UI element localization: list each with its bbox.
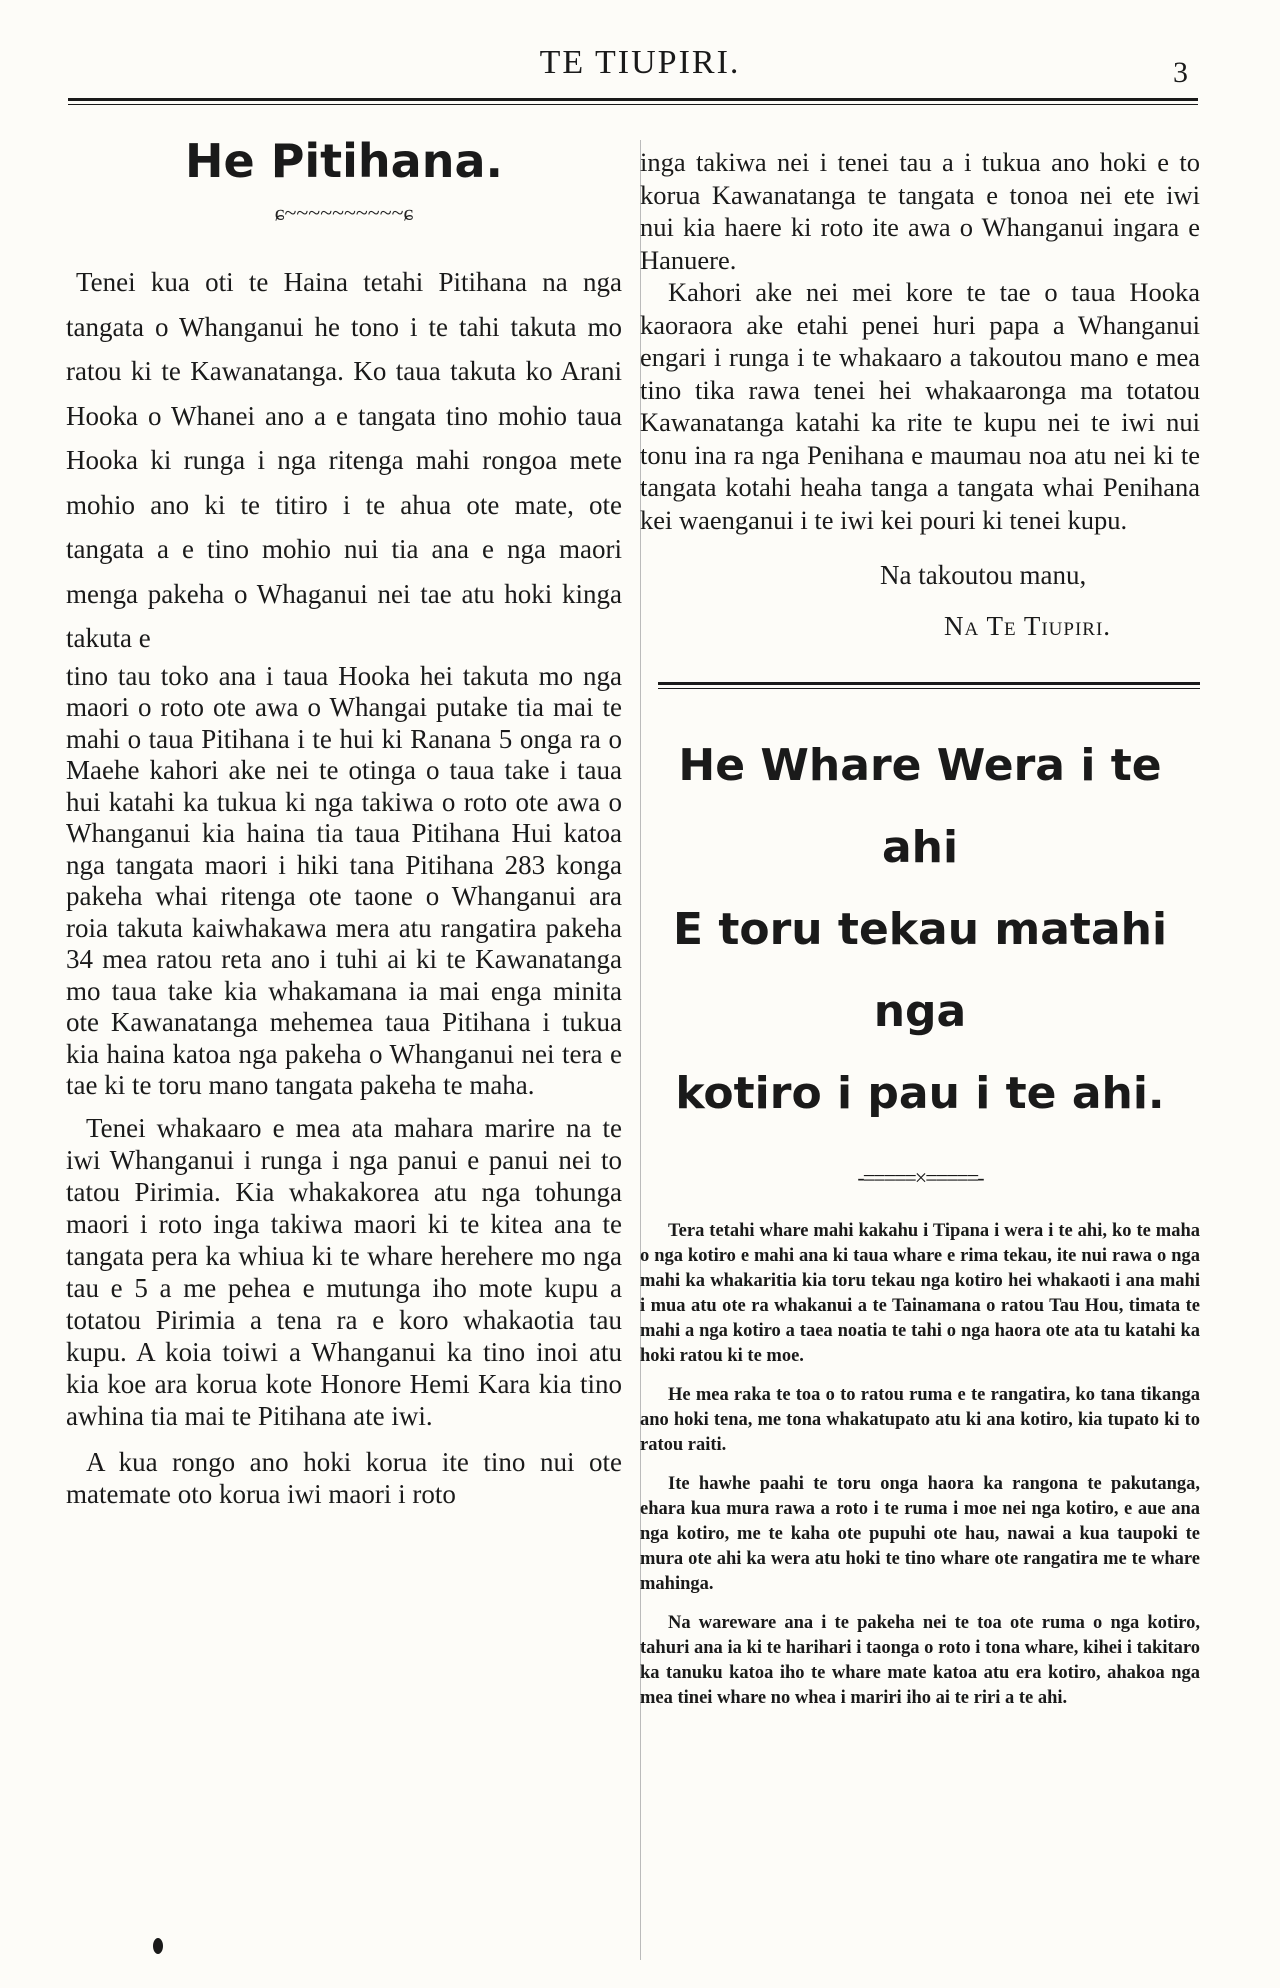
page-header (0, 44, 1280, 89)
right-column (640, 146, 1200, 1725)
article-paragraph: Kahori ake nei mei kore te tae o taua Hooka kaoraora ake etahi penei huri papa a Whanganui engari i runga i te whakaaro a takoutou mano e mea tino tika rawa tenei hei whakaaronga ma totatou Kawanatanga katahi ka rite te kupu nei te iwi nui tonu ina ra nga Penihana e maumau noa atu nei ki te tangata kotahi heaha tanga a tangata whai Penihana kei waenganui i te iwi kei pouri ki tenei kupu. (640, 277, 1200, 535)
news-paragraph: Na wareware ana i te pakeha nei te toa ote ruma o nga kotiro, tahuri ana ia ki te harihari i taonga o roto i tona whare, kihei i takitaro ka tanuku katoa iho te whare mate katoa atu era kotiro, ahakoa nga mea tinei whare no whea i mariri iho ai te riri a te ahi. (640, 1613, 1200, 1708)
article-heading: He Pitihana. (184, 134, 503, 188)
letter-signoff: Na takoutou manu, (880, 560, 1087, 590)
letter-signature: Na Te Tiupiri. (944, 611, 1112, 641)
header-rule (68, 98, 1198, 105)
article-headline (640, 725, 1200, 1135)
headline-line-2: E toru tekau matahi nga (672, 904, 1168, 1037)
article-paragraph: inga takiwa nei i tenei tau a i tukua ano hoki e to korua Kawanatanga te tangata e tonoa nei ete iwi nui kia haere ki roto ite awa o Whanganui ingara e Hanuere. (640, 147, 1200, 275)
article-paragraph: Tenei whakaaro e mea ata mahara marire na te iwi Whanganui i runga i nga panui e panui nei to tatou Pirimia. Kia whakakorea atu nga tohunga maori i roto inga takiwa maori ki te kitea ana te tangata pera ka whiua ki te whare herehere mo nga tau e 5 a me pehea e mutunga iho mote kupu a totatou Pirimia a tena ra e koro whakaotia tau kupu. A koia toiwi a Whanganui ka tino inoi atu kia koe ara korua kote Honore Hemi Kara kia tino awhina tia mai te Pitihana ate iwi. (66, 1112, 622, 1431)
ink-mark (153, 1938, 163, 1954)
article-paragraph: tino tau toko ana i taua Hooka hei takuta mo nga maori o roto ote awa o Whangai putake tia mai te mahi o taua Pitihana i te hui ki Ranana 5 onga ra o Maehe kahori ake nei te otinga o taua take i taua hui katahi ka tukua ki nga takiwa o roto ote awa o Whanganui kia haina tia taua Pitihana Hui katoa nga tangata maori i hiki tana Pitihana 283 konga pakeha whai ritenga ote taone o Whanganui ara roia takuta kaiwhakawa mera atu rangatira pakeha 34 mea ratou reta ano i tuhi ai ki te Kawanatanga mo taua take kia whakamana ia mai enga minita ote Kawanatanga mehemea taua Pitihana i tukua kia haina katoa nga pakeha o Whanganui nei tera e tae ki te toru mano tangata pakeha te maha. (66, 660, 622, 1100)
news-article-body (640, 1219, 1200, 1711)
article-paragraph: A kua rongo ano hoki korua ite tino nui ote matemate oto korua iwi maori i roto (66, 1446, 622, 1509)
headline-ornament: -=====×=====- (857, 1165, 983, 1190)
page-number: 3 (1173, 56, 1188, 89)
section-rule (658, 682, 1200, 689)
heading-ornament: ɕ~~~~~~~~~~ɕ (274, 200, 414, 225)
headline-line-3: kotiro i pau i te ahi. (675, 1068, 1165, 1119)
newspaper-title: TE TIUPIRI. (539, 44, 741, 81)
news-paragraph: He mea raka te toa o to ratou ruma e te rangatira, ko tana tikanga ano hoki tena, me tona whakatupato atu ki ana kotiro, kia tupato ki to ratou raiti. (640, 1385, 1200, 1455)
article-paragraph: Tenei kua oti te Haina tetahi Pitihana na nga tangata o Whanganui he tono i te tahi takuta mo ratou ki te Kawanatanga. Ko taua takuta ko Arani Hooka o Whanei ano a e tangata tino mohio taua Hooka ki runga i nga ritenga mahi rongoa mete mohio ano ki te titiro i te ahua ote mate, ote tangata a e tino mohio nui tia ana e nga maori menga pakeha o Whaganui nei tae atu hoki kinga takuta e (66, 267, 622, 653)
news-paragraph: Ite hawhe paahi te toru onga haora ka rangona te pakutanga, ehara kua mura rawa a roto i te ruma i moe nei nga kotiro, e aue ana nga kotiro, me te kaha ote pupuhi ote hau, nawai a kua taupoki te mura ote ahi ka wera atu hoki te tino whare ote rangatira me te whare mahinga. (640, 1474, 1200, 1594)
headline-line-1: He Whare Wera i te ahi (678, 740, 1162, 873)
news-paragraph: Tera tetahi whare mahi kakahu i Tipana i wera i te ahi, ko te maha o nga kotiro e mahi ana ki taua whare e rima tekau, ite nui rawa o nga mahi ka whakaritia kia toru tekau nga kotiro hei whakaoti i ana mahi i mua atu ote ra whakanui a te Tainamana o ratou Tau Hou, timata te mahi a nga kotiro a taea noatia te tahi o nga haora ote ata tu katahi ka hoki ratou ki te moe. (640, 1221, 1200, 1366)
left-column (66, 130, 622, 1510)
